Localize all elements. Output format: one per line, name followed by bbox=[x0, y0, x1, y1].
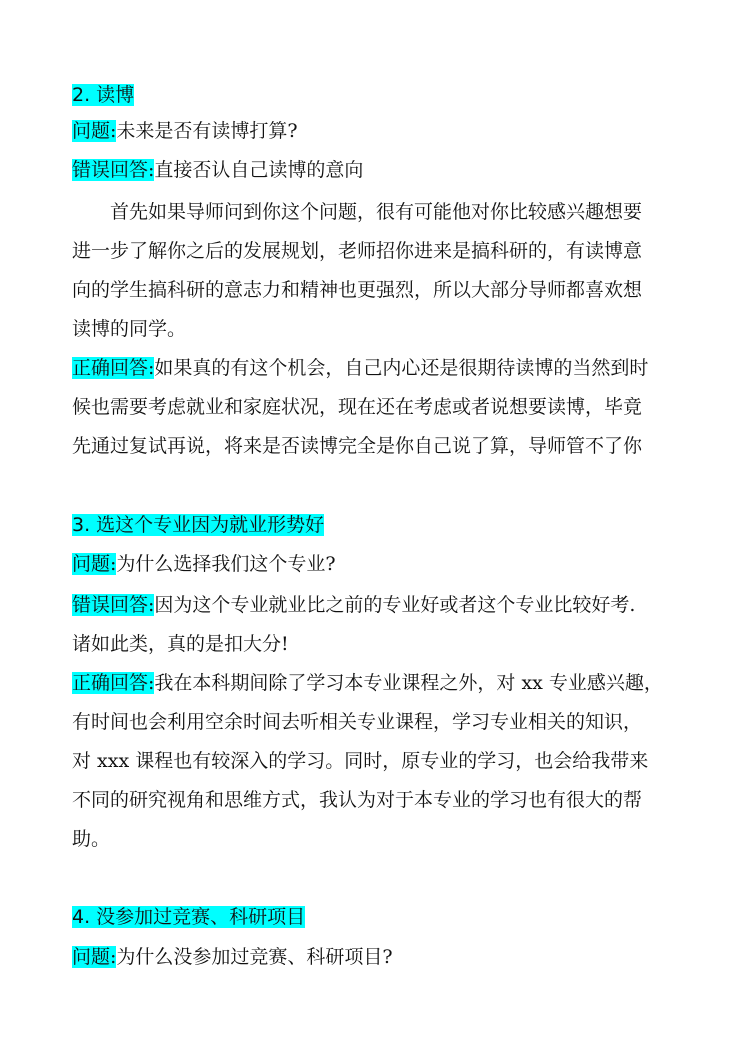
explain-line: 向的学生搞科研的意志力和精神也更强烈，所以大部分导师都喜欢想 bbox=[72, 279, 643, 301]
wrong-answer-line: 诸如此类，真的是扣大分! bbox=[72, 633, 289, 655]
section-4-question bbox=[72, 940, 393, 974]
right-answer-text: 如果真的有这个机会，自己内心还是很期待读博的当然到时 bbox=[154, 357, 649, 379]
right-answer-label: 正确回答: bbox=[72, 357, 155, 379]
wrong-answer-text: 因为这个专业就业比之前的专业好或者这个专业比较好考. bbox=[154, 594, 636, 616]
section-4-heading: 4. 没参加过竞赛、科研项目 bbox=[72, 906, 306, 928]
right-answer-label: 正确回答: bbox=[72, 672, 155, 694]
section-2-heading: 2. 读博 bbox=[72, 84, 135, 106]
wrong-answer-label: 错误回答: bbox=[72, 594, 155, 616]
right-answer-line: 有时间也会利用空余时间去听相关专业课程，学习专业相关的知识， bbox=[72, 711, 643, 733]
question-label: 问题: bbox=[72, 120, 117, 142]
explain-line: 进一步了解你之后的发展规划，老师招你进来是搞科研的，有读博意 bbox=[72, 240, 643, 262]
question-text: 为什么没参加过竞赛、科研项目? bbox=[116, 946, 393, 968]
explain-line: 首先如果导师问到你这个问题，很有可能他对你比较感兴趣想要 bbox=[110, 201, 643, 223]
question-label: 问题: bbox=[72, 946, 117, 968]
section-3-question bbox=[72, 547, 336, 581]
section-3-heading: 3. 选这个专业因为就业形势好 bbox=[72, 514, 325, 536]
wrong-answer-label: 错误回答: bbox=[72, 159, 155, 181]
section-3-wrong-answer bbox=[72, 588, 635, 622]
right-answer-line: 对 xxx 课程也有较深入的学习。同时，原专业的学习，也会给我带来 bbox=[72, 750, 649, 772]
section-2-wrong-answer bbox=[72, 153, 363, 187]
question-text: 未来是否有读博打算? bbox=[116, 120, 298, 142]
right-answer-line: 候也需要考虑就业和家庭状况，现在还在考虑或者说想要读博，毕竟 bbox=[72, 396, 643, 418]
explain-line: 读博的同学。 bbox=[72, 318, 187, 340]
section-2-right-answer bbox=[72, 351, 648, 385]
wrong-answer-text: 直接否认自己读博的意向 bbox=[154, 159, 364, 181]
right-answer-line: 不同的研究视角和思维方式，我认为对于本专业的学习也有很大的帮 bbox=[72, 789, 643, 811]
right-answer-text: 我在本科期间除了学习本专业课程之外，对 xx 专业感兴趣， bbox=[154, 672, 663, 694]
right-answer-line: 先通过复试再说，将来是否读博完全是你自己说了算，导师管不了你 bbox=[72, 435, 643, 457]
section-3-right-answer bbox=[72, 666, 663, 700]
question-label: 问题: bbox=[72, 553, 117, 575]
right-answer-line: 助。 bbox=[72, 828, 111, 850]
question-text: 为什么选择我们这个专业? bbox=[116, 553, 336, 575]
section-2-question bbox=[72, 114, 298, 148]
